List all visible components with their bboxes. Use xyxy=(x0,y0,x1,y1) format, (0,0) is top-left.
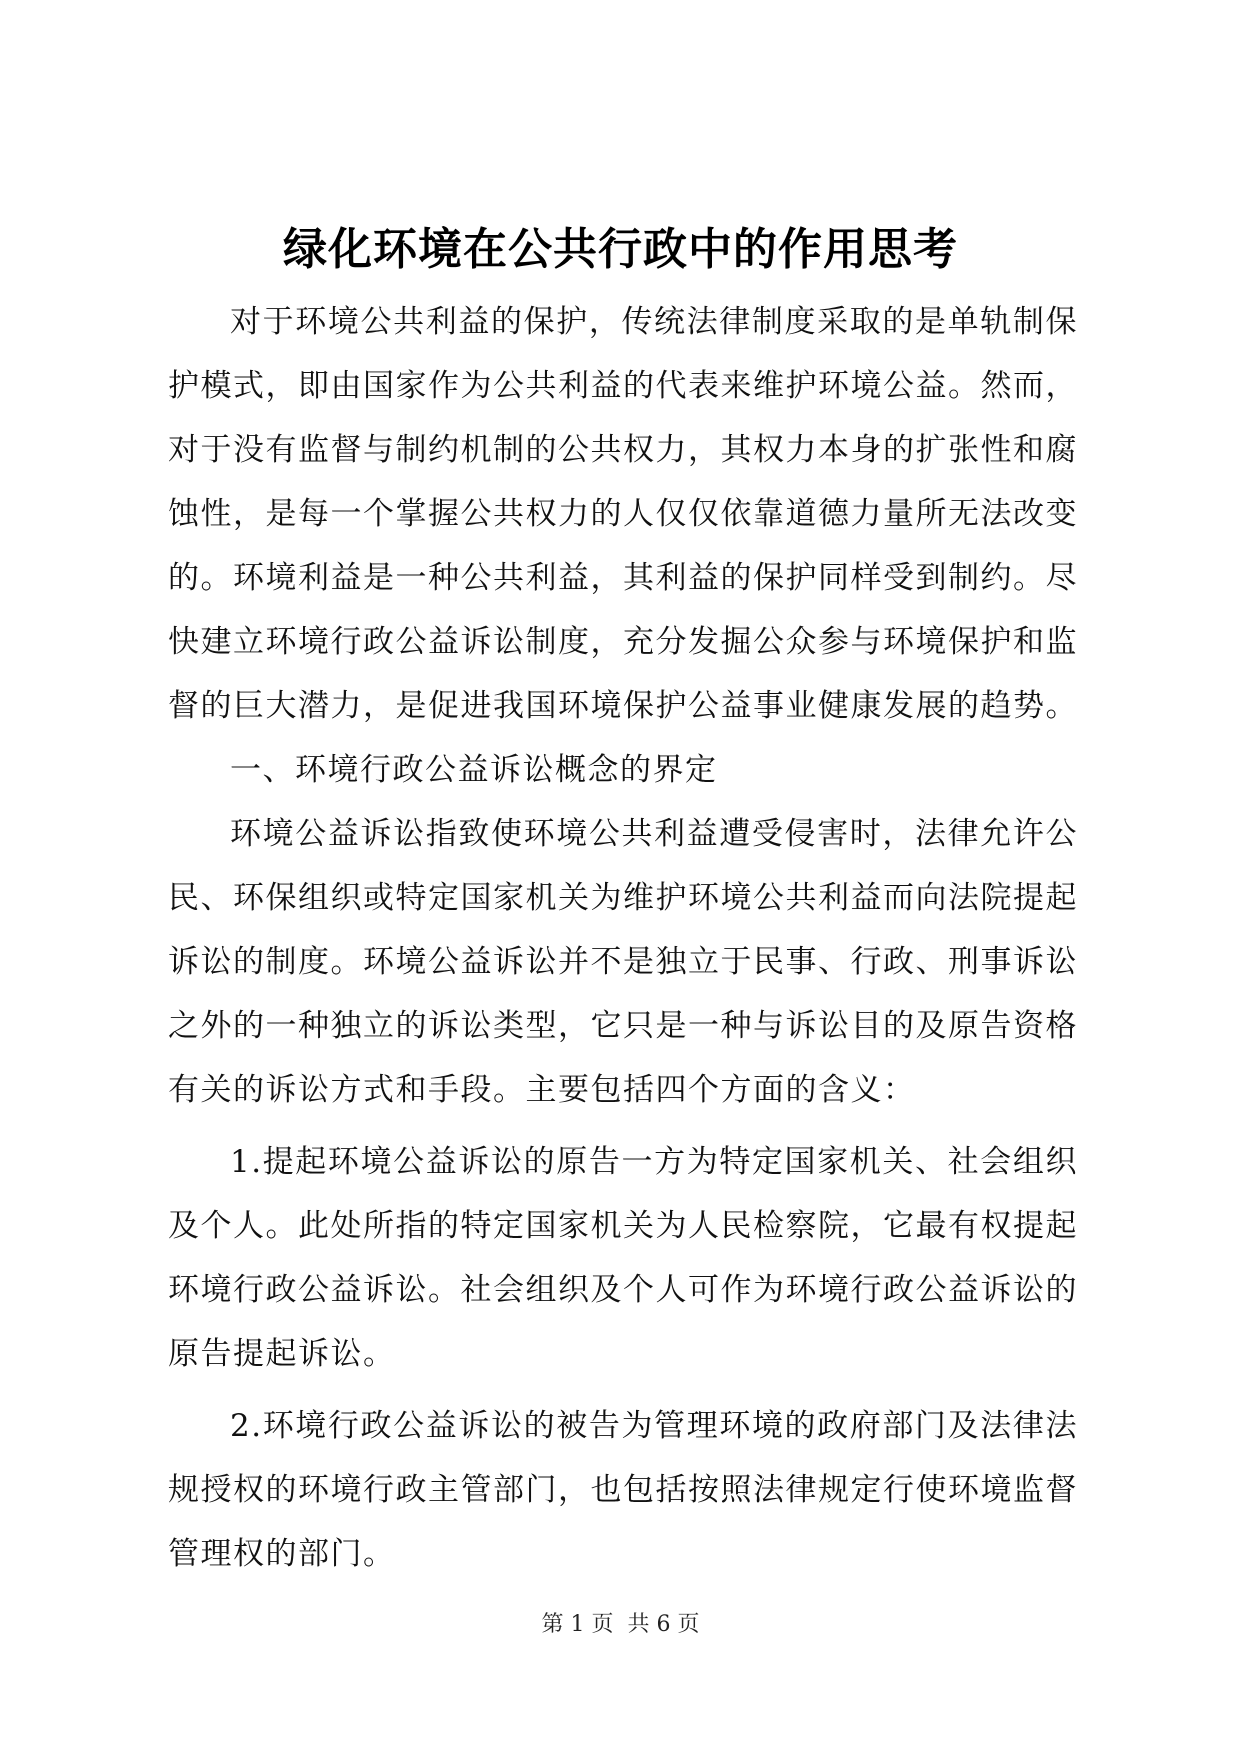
paragraph-point-1: 1.提起环境公益诉讼的原告一方为特定国家机关、社会组织及个人。此处所指的特定国家机关为人民检察院，它最有权提起环境行政公益诉讼。社会组织及个人可作为环境行政公益诉讼的原告提起诉讼。 xyxy=(168,1144,1078,1372)
section-heading: 一、环境行政公益诉讼概念的界定 xyxy=(230,752,718,788)
document-title: 绿化环境在公共行政中的作用思考 xyxy=(283,224,958,275)
paragraph-definition: 环境公益诉讼指致使环境公共利益遭受侵害时，法律允许公民、环保组织或特定国家机关为维护环境公共利益而向法院提起诉讼的制度。环境公益诉讼并不是独立于民事、行政、刑事诉讼之外的一种独立的诉讼类型，它只是一种与诉讼目的及原告资格有关的诉讼方式和手段。主要包括四个方面的含义： xyxy=(168,816,1078,1108)
document-body xyxy=(168,290,1078,1586)
page-number-label: 第 1 页 共 6 页 xyxy=(541,1612,700,1637)
page-footer xyxy=(0,1610,1241,1640)
paragraph-intro: 对于环境公共利益的保护，传统法律制度采取的是单轨制保护模式，即由国家作为公共利益的代表来维护环境公益。然而，对于没有监督与制约机制的公共权力，其权力本身的扩张性和腐蚀性，是每一个掌握公共权力的人仅仅依靠道德力量所无法改变的。环境利益是一种公共利益，其利益的保护同样受到制约。尽快建立环境行政公益诉讼制度，充分发掘公众参与环境保护和监督的巨大潜力，是促进我国环境保护公益事业健康发展的趋势。 xyxy=(168,304,1078,724)
paragraph-point-2: 2.环境行政公益诉讼的被告为管理环境的政府部门及法律法规授权的环境行政主管部门，也包括按照法律规定行使环境监督管理权的部门。 xyxy=(168,1408,1078,1572)
